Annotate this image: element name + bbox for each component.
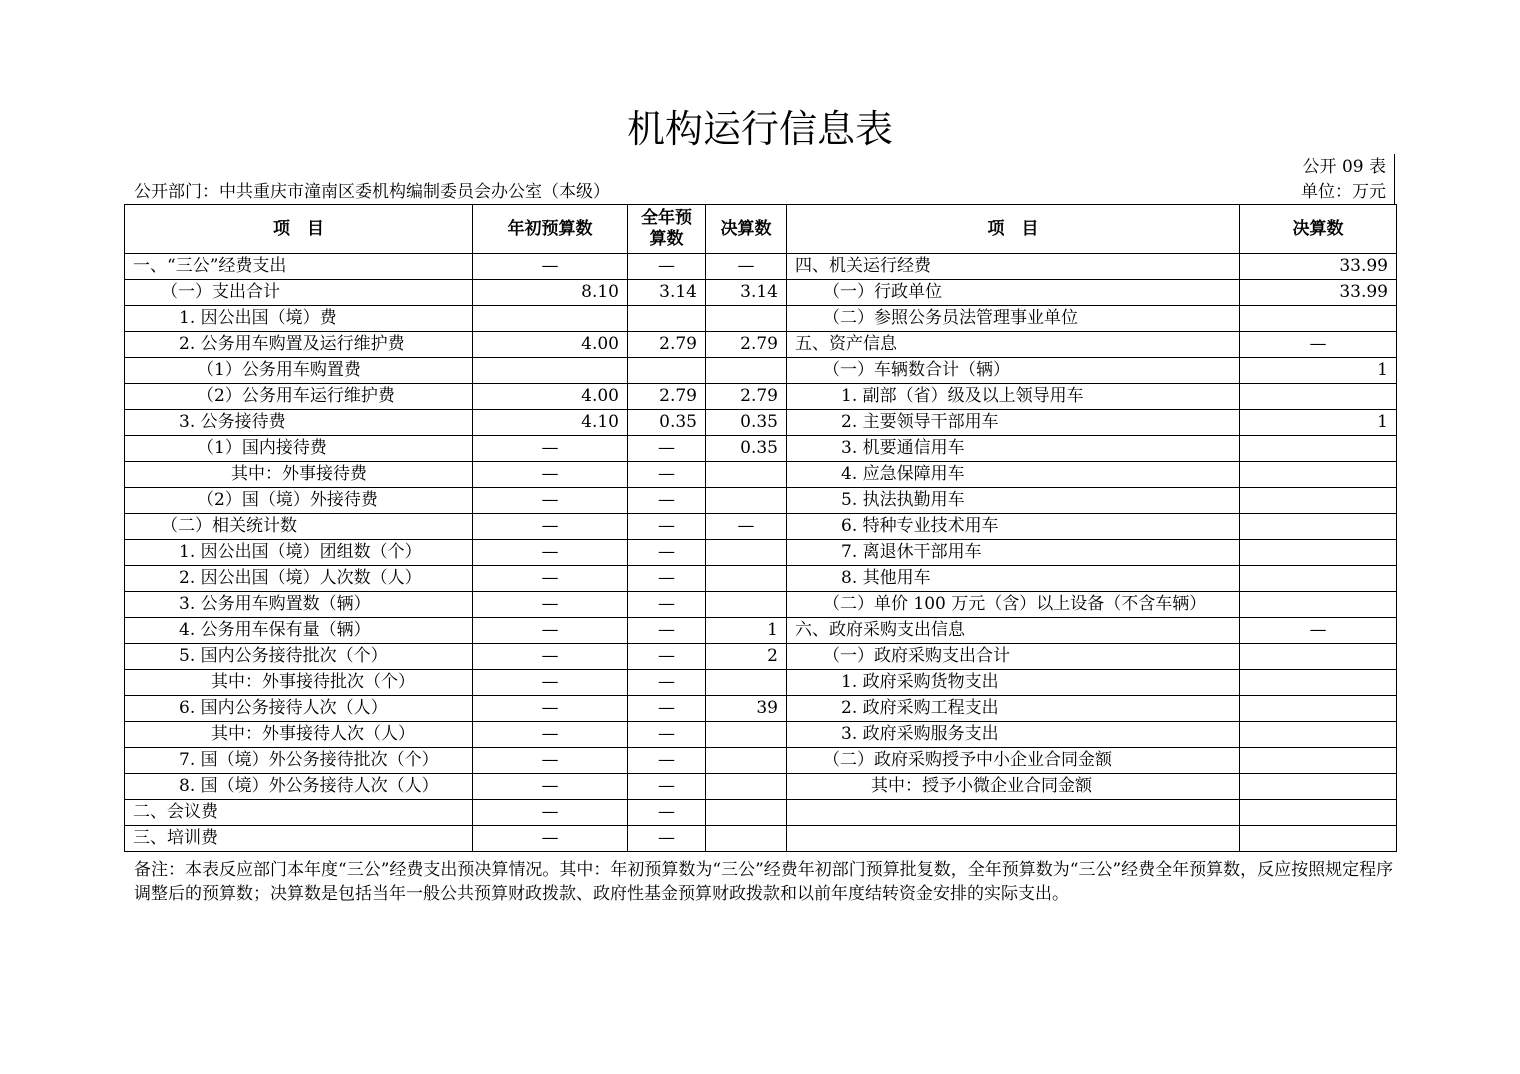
final-right-cell: — <box>1240 332 1397 358</box>
final-right-cell: 1 <box>1240 358 1397 384</box>
header-final-left: 决算数 <box>706 205 787 254</box>
table-row <box>125 696 1397 722</box>
budget-initial-cell <box>473 358 628 384</box>
right-item: （一）车辆数合计（辆） <box>787 358 1240 384</box>
final-right-cell: 33.99 <box>1240 254 1397 280</box>
final-right-cell: 33.99 <box>1240 280 1397 306</box>
final-left-cell <box>706 540 787 566</box>
budget-full-cell: — <box>628 800 706 826</box>
right-item: 其中：授予小微企业合同金额 <box>787 774 1240 800</box>
budget-full-cell: — <box>628 644 706 670</box>
budget-full-cell: — <box>628 566 706 592</box>
final-left-cell: 3.14 <box>706 280 787 306</box>
left-item: （2）国（境）外接待费 <box>125 488 473 514</box>
left-item: 1. 因公出国（境）费 <box>125 306 473 332</box>
table-row <box>125 254 1397 280</box>
right-item: 六、政府采购支出信息 <box>787 618 1240 644</box>
final-left-cell <box>706 566 787 592</box>
budget-initial-cell: 4.00 <box>473 384 628 410</box>
table-edge-line <box>1394 154 1395 204</box>
table-row <box>125 384 1397 410</box>
final-left-cell <box>706 488 787 514</box>
final-right-cell <box>1240 800 1397 826</box>
final-right-cell: 1 <box>1240 410 1397 436</box>
budget-initial-cell <box>473 306 628 332</box>
final-right-cell <box>1240 670 1397 696</box>
final-right-cell <box>1240 592 1397 618</box>
budget-initial-cell: — <box>473 800 628 826</box>
header-item-right: 项 目 <box>787 205 1240 254</box>
final-left-cell: — <box>706 254 787 280</box>
left-item: 二、会议费 <box>125 800 473 826</box>
table-row <box>125 488 1397 514</box>
final-left-cell <box>706 358 787 384</box>
final-left-cell <box>706 592 787 618</box>
table-row <box>125 332 1397 358</box>
budget-initial-cell: — <box>473 670 628 696</box>
budget-initial-cell: 4.00 <box>473 332 628 358</box>
table-row <box>125 410 1397 436</box>
header-budget-initial: 年初预算数 <box>473 205 628 254</box>
right-item: 1. 政府采购货物支出 <box>787 670 1240 696</box>
left-item: 一、“三公”经费支出 <box>125 254 473 280</box>
budget-full-cell: — <box>628 670 706 696</box>
table-row <box>125 514 1397 540</box>
left-item: 5. 国内公务接待批次（个） <box>125 644 473 670</box>
left-item: （二）相关统计数 <box>125 514 473 540</box>
budget-full-cell <box>628 358 706 384</box>
budget-initial-cell: 4.10 <box>473 410 628 436</box>
table-row <box>125 540 1397 566</box>
final-right-cell <box>1240 748 1397 774</box>
budget-full-cell: 2.79 <box>628 384 706 410</box>
page-title: 机构运行信息表 <box>626 107 893 151</box>
table-row <box>125 722 1397 748</box>
right-item: （二）参照公务员法管理事业单位 <box>787 306 1240 332</box>
left-item: 其中：外事接待费 <box>125 462 473 488</box>
right-item: 8. 其他用车 <box>787 566 1240 592</box>
right-item: 1. 副部（省）级及以上领导用车 <box>787 384 1240 410</box>
right-item <box>787 826 1240 852</box>
unit-label: 单位：万元 <box>1301 182 1386 202</box>
budget-initial-cell: — <box>473 748 628 774</box>
department-label: 公开部门：中共重庆市潼南区委机构编制委员会办公室（本级） <box>134 182 610 202</box>
table-row <box>125 774 1397 800</box>
final-right-cell <box>1240 696 1397 722</box>
final-right-cell <box>1240 488 1397 514</box>
final-left-cell <box>706 800 787 826</box>
right-item: 3. 政府采购服务支出 <box>787 722 1240 748</box>
budget-full-cell: — <box>628 748 706 774</box>
budget-full-cell: — <box>628 826 706 852</box>
left-item: 8. 国（境）外公务接待人次（人） <box>125 774 473 800</box>
budget-full-cell: — <box>628 436 706 462</box>
budget-initial-cell: — <box>473 826 628 852</box>
left-item: 3. 公务用车购置数（辆） <box>125 592 473 618</box>
final-right-cell <box>1240 566 1397 592</box>
table-row <box>125 566 1397 592</box>
right-item: （一）政府采购支出合计 <box>787 644 1240 670</box>
final-left-cell <box>706 774 787 800</box>
final-right-cell <box>1240 774 1397 800</box>
final-right-cell <box>1240 826 1397 852</box>
remark-note: 备注：本表反应部门本年度“三公”经费支出预决算情况。其中：年初预算数为“三公”经费年初部门预算批复数，全年预算数为“三公”经费全年预算数，反应按照规定程序调整后的预算数；决算数是包括当年一般公共预算财政拨款、政府性基金预算财政拨款和以前年度结转资金安排的实际支出。 <box>134 860 1394 904</box>
final-left-cell <box>706 826 787 852</box>
final-right-cell <box>1240 384 1397 410</box>
table-row <box>125 618 1397 644</box>
budget-full-cell: — <box>628 618 706 644</box>
left-item: 2. 公务用车购置及运行维护费 <box>125 332 473 358</box>
final-right-cell <box>1240 514 1397 540</box>
budget-full-cell: — <box>628 540 706 566</box>
budget-initial-cell: — <box>473 436 628 462</box>
left-item: （1）国内接待费 <box>125 436 473 462</box>
table-row <box>125 436 1397 462</box>
left-item: 三、培训费 <box>125 826 473 852</box>
budget-full-cell: — <box>628 462 706 488</box>
budget-full-cell: — <box>628 488 706 514</box>
budget-full-cell: 3.14 <box>628 280 706 306</box>
budget-initial-cell: — <box>473 774 628 800</box>
budget-initial-cell: — <box>473 488 628 514</box>
table-row <box>125 644 1397 670</box>
final-left-cell <box>706 722 787 748</box>
final-left-cell <box>706 670 787 696</box>
budget-initial-cell: 8.10 <box>473 280 628 306</box>
right-item: （一）行政单位 <box>787 280 1240 306</box>
table-row <box>125 670 1397 696</box>
budget-initial-cell: — <box>473 566 628 592</box>
final-left-cell: 2 <box>706 644 787 670</box>
final-left-cell: 1 <box>706 618 787 644</box>
info-table <box>124 204 1397 852</box>
table-row <box>125 358 1397 384</box>
budget-full-cell: — <box>628 696 706 722</box>
left-item: （一）支出合计 <box>125 280 473 306</box>
table-row <box>125 462 1397 488</box>
right-item: 3. 机要通信用车 <box>787 436 1240 462</box>
right-item: 五、资产信息 <box>787 332 1240 358</box>
budget-initial-cell: — <box>473 462 628 488</box>
budget-initial-cell: — <box>473 540 628 566</box>
final-right-cell <box>1240 306 1397 332</box>
left-item: （2）公务用车运行维护费 <box>125 384 473 410</box>
final-left-cell: 0.35 <box>706 436 787 462</box>
budget-full-cell: — <box>628 514 706 540</box>
right-item: 四、机关运行经费 <box>787 254 1240 280</box>
final-right-cell <box>1240 462 1397 488</box>
final-left-cell: — <box>706 514 787 540</box>
budget-full-cell: — <box>628 722 706 748</box>
final-left-cell <box>706 748 787 774</box>
budget-full-cell: 0.35 <box>628 410 706 436</box>
budget-initial-cell: — <box>473 618 628 644</box>
right-item: 4. 应急保障用车 <box>787 462 1240 488</box>
right-item: 2. 政府采购工程支出 <box>787 696 1240 722</box>
budget-initial-cell: — <box>473 696 628 722</box>
left-item: 7. 国（境）外公务接待批次（个） <box>125 748 473 774</box>
final-right-cell <box>1240 540 1397 566</box>
final-left-cell: 2.79 <box>706 384 787 410</box>
table-row <box>125 592 1397 618</box>
right-item: （二）政府采购授予中小企业合同金额 <box>787 748 1240 774</box>
budget-initial-cell: — <box>473 592 628 618</box>
final-left-cell: 39 <box>706 696 787 722</box>
final-left-cell: 0.35 <box>706 410 787 436</box>
header-item-left: 项 目 <box>125 205 473 254</box>
final-right-cell: — <box>1240 618 1397 644</box>
budget-full-cell: — <box>628 254 706 280</box>
right-item: 7. 离退休干部用车 <box>787 540 1240 566</box>
table-row <box>125 826 1397 852</box>
budget-full-cell: — <box>628 774 706 800</box>
header-budget-full: 全年预算数 <box>628 205 706 254</box>
left-item: 其中：外事接待批次（个） <box>125 670 473 696</box>
table-row <box>125 306 1397 332</box>
table-row <box>125 800 1397 826</box>
final-right-cell <box>1240 436 1397 462</box>
budget-full-cell: 2.79 <box>628 332 706 358</box>
budget-full-cell <box>628 306 706 332</box>
budget-initial-cell: — <box>473 514 628 540</box>
budget-initial-cell: — <box>473 644 628 670</box>
left-item: 6. 国内公务接待人次（人） <box>125 696 473 722</box>
left-item: （1）公务用车购置费 <box>125 358 473 384</box>
left-item: 4. 公务用车保有量（辆） <box>125 618 473 644</box>
final-left-cell: 2.79 <box>706 332 787 358</box>
budget-initial-cell: — <box>473 254 628 280</box>
right-item: 5. 执法执勤用车 <box>787 488 1240 514</box>
left-item: 1. 因公出国（境）团组数（个） <box>125 540 473 566</box>
header-final-right: 决算数 <box>1240 205 1397 254</box>
right-item <box>787 800 1240 826</box>
left-item: 2. 因公出国（境）人次数（人） <box>125 566 473 592</box>
final-left-cell <box>706 306 787 332</box>
budget-initial-cell: — <box>473 722 628 748</box>
final-right-cell <box>1240 644 1397 670</box>
right-item: 2. 主要领导干部用车 <box>787 410 1240 436</box>
budget-full-cell: — <box>628 592 706 618</box>
form-number: 公开 09 表 <box>1302 157 1386 177</box>
table-row <box>125 748 1397 774</box>
table-row <box>125 280 1397 306</box>
table-header-row <box>125 205 1397 254</box>
final-right-cell <box>1240 722 1397 748</box>
right-item: （二）单价 100 万元（含）以上设备（不含车辆） <box>787 592 1240 618</box>
left-item: 3. 公务接待费 <box>125 410 473 436</box>
right-item: 6. 特种专业技术用车 <box>787 514 1240 540</box>
left-item: 其中：外事接待人次（人） <box>125 722 473 748</box>
final-left-cell <box>706 462 787 488</box>
